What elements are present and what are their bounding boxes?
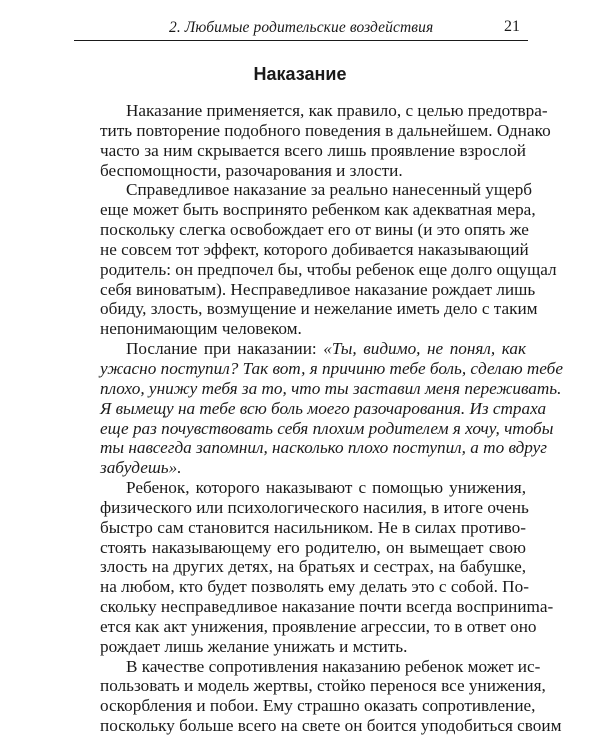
- text-line: поскольку слегка освобождает его от вины (и это опять же: [100, 220, 529, 240]
- text-line: непонимающим человеком.: [100, 319, 302, 339]
- text-line: злость на других детях, на братьях и сестрах, на бабушке,: [100, 557, 526, 577]
- chapter-title: 2. Любимые родительские воздействия: [169, 19, 434, 36]
- quote-line: «Ты, видимо, не понял, как: [323, 339, 526, 359]
- paragraph-4: [74, 478, 554, 657]
- section-title: Наказание: [253, 64, 347, 84]
- quote-line: ты навсегда запомнил, насколько плохо поступил, а то вдруг: [100, 438, 547, 458]
- quote-line: забудешь».: [100, 458, 182, 478]
- text-line: оскорбления и побои. Ему страшно оказать сопротивление,: [100, 696, 536, 716]
- text-line: скольку несправедливое наказание почти всегда восприниma-: [100, 597, 554, 617]
- text-line: часто за ним скрывается всего лишь проявление взрослой: [100, 140, 526, 160]
- text-line: В качестве сопротивления наказанию ребенок может ис-: [126, 656, 541, 676]
- paragraph-3: [74, 339, 563, 478]
- paragraph-1: [74, 101, 551, 180]
- text-line: еще может быть воспринято ребенком как адекватная мера,: [100, 200, 536, 220]
- text-line: физического или психологического насилия, в итоге очень: [100, 497, 529, 517]
- text-line: Справедливое наказание за реально нанесенный ущерб: [126, 180, 533, 200]
- text-line: на любом, кто будет позволять ему делать это с собой. По-: [100, 577, 529, 597]
- text-line: Ребенок, которого наказывают с помощью унижения,: [126, 478, 526, 498]
- text-line: быстро сам становится насильником. Не в силах противо-: [100, 517, 526, 537]
- running-header: [74, 18, 528, 41]
- text-line: тить повторение подобного поведения в дальнейшем. Однако: [100, 120, 551, 140]
- text-line: беспомощности, разочарования и злости.: [100, 160, 403, 180]
- page-number: 21: [504, 18, 520, 35]
- quote-line: ужасно поступил? Так вот, я причиню тебе боль, сделаю тебе: [100, 358, 563, 378]
- text-line: [74, 339, 526, 359]
- text-line: стоять наказывающему его родителю, он вымещает свою: [100, 537, 526, 557]
- text-line: не совсем тот эффект, которого добивается наказывающий: [100, 239, 529, 259]
- message-lead: Послание при наказании:: [126, 339, 324, 359]
- body-text: [74, 101, 563, 736]
- text-line: себя виноватым). Несправедливое наказание рождает лишь: [100, 279, 536, 299]
- text-line: ется как акт унижения, проявление агрессии, то в ответ оно: [100, 616, 537, 636]
- paragraph-5: [74, 656, 562, 736]
- quote-line: еще раз почувствовать себя плохим родителем я хочу, чтобы: [100, 418, 554, 438]
- quote-line: плохо, унижу тебя за то, что ты заставил меня переживать.: [100, 378, 562, 398]
- text-line: поскольку больше всего на свете он боится уподобиться своим: [100, 716, 562, 736]
- text-line: родитель: он предпочел бы, чтобы ребенок еще долго ощущал: [100, 259, 557, 279]
- text-line: рождает лишь желание унижать и мстить.: [100, 636, 408, 656]
- text-line: Наказание применяется, как правило, с целью предотвра-: [126, 101, 548, 120]
- text-line: обиду, злость, возмущение и нежелание иметь дело с таким: [100, 299, 538, 319]
- paragraph-2: [74, 180, 557, 339]
- text-line: пользовать и модель жертвы, стойко перенося все унижения,: [100, 676, 546, 696]
- quote-line: Я вымещу на тебе всю боль моего разочарования. Из страха: [100, 398, 547, 418]
